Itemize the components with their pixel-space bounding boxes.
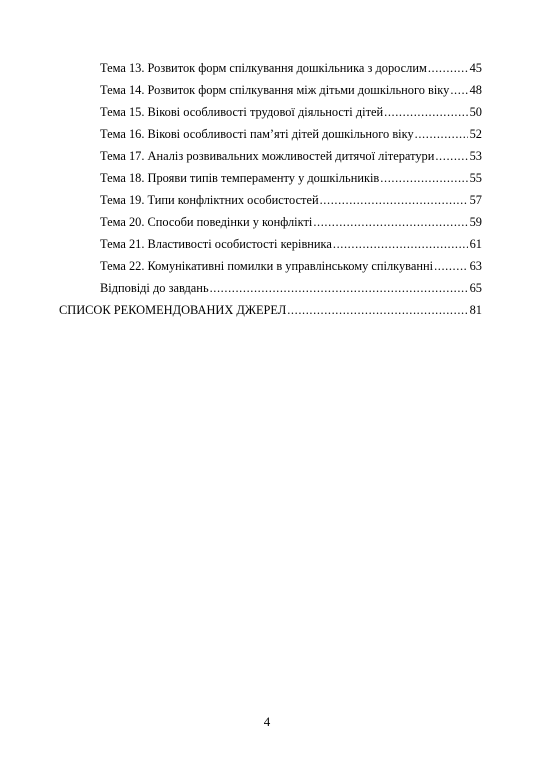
toc-entry-references[interactable] [59,300,482,320]
toc-entry-page: 55 [469,171,482,185]
toc-entry-topic-20[interactable] [100,212,482,232]
toc-entry-page: 61 [469,237,482,251]
toc-entry-page: 45 [469,61,482,75]
toc-dot-leader [210,278,468,298]
toc-entry-topic-16[interactable] [100,124,482,144]
toc-dot-leader [384,102,467,122]
toc-entry-topic-13[interactable] [100,58,482,78]
toc-dot-leader [380,168,467,188]
toc-entry-topic-18[interactable] [100,168,482,188]
toc-entry-title: Тема 13. Розвиток форм спілкування дошкільника з дорослим [100,61,427,75]
toc-dot-leader [415,124,468,144]
toc-dot-leader [287,300,467,320]
toc-entry-page: 53 [469,149,482,163]
toc-entry-page: 81 [469,303,482,317]
toc-entry-page: 52 [469,127,482,141]
toc-dot-leader [434,256,468,276]
toc-entry-title: Тема 14. Розвиток форм спілкування між дітьми дошкільного віку [100,83,450,97]
toc-dot-leader [320,190,468,210]
toc-entry-topic-17[interactable] [100,146,482,166]
toc-entry-title: Тема 15. Вікові особливості трудової діяльності дітей [100,105,384,119]
toc-entry-topic-15[interactable] [100,102,482,122]
toc-entry-page: 57 [469,193,482,207]
toc-entry-title: Тема 22. Комунікативні помилки в управлінському спілкуванні [100,259,434,273]
toc-entry-title: СПИСОК РЕКОМЕНДОВАНИХ ДЖЕРЕЛ [59,303,287,317]
toc-entry-title: Тема 16. Вікові особливості пам’яті дітей дошкільного віку [100,127,414,141]
toc-entry-title: Тема 19. Типи конфліктних особистостей [100,193,319,207]
toc-entry-title: Тема 21. Властивості особистості керівника [100,237,332,251]
toc-entry-title: Тема 18. Прояви типів темпераменту у дошкільників [100,171,380,185]
toc-entry-page: 48 [469,83,482,97]
toc-entry-page: 59 [469,215,482,229]
toc-entry-topic-14[interactable] [100,80,482,100]
page-number: 4 [263,714,271,729]
toc-entry-topic-21[interactable] [100,234,482,254]
toc-entry-title: Тема 20. Способи поведінки у конфлікті [100,215,313,229]
toc-entry-topic-19[interactable] [100,190,482,210]
toc-dot-leader [450,80,467,100]
toc-entry-page: 65 [469,281,482,295]
toc-entry-page: 63 [469,259,482,273]
table-of-contents [0,0,534,330]
toc-dot-leader [313,212,467,232]
toc-dot-leader [435,146,467,166]
toc-entry-title: Відповіді до завдань [100,281,209,295]
toc-entry-topic-22[interactable] [100,256,482,276]
toc-entry-answers[interactable] [100,278,482,298]
toc-dot-leader [428,58,468,78]
toc-entry-title: Тема 17. Аналіз розвивальних можливостей дитячої літератури [100,149,435,163]
toc-entry-page: 50 [469,105,482,119]
toc-dot-leader [333,234,468,254]
